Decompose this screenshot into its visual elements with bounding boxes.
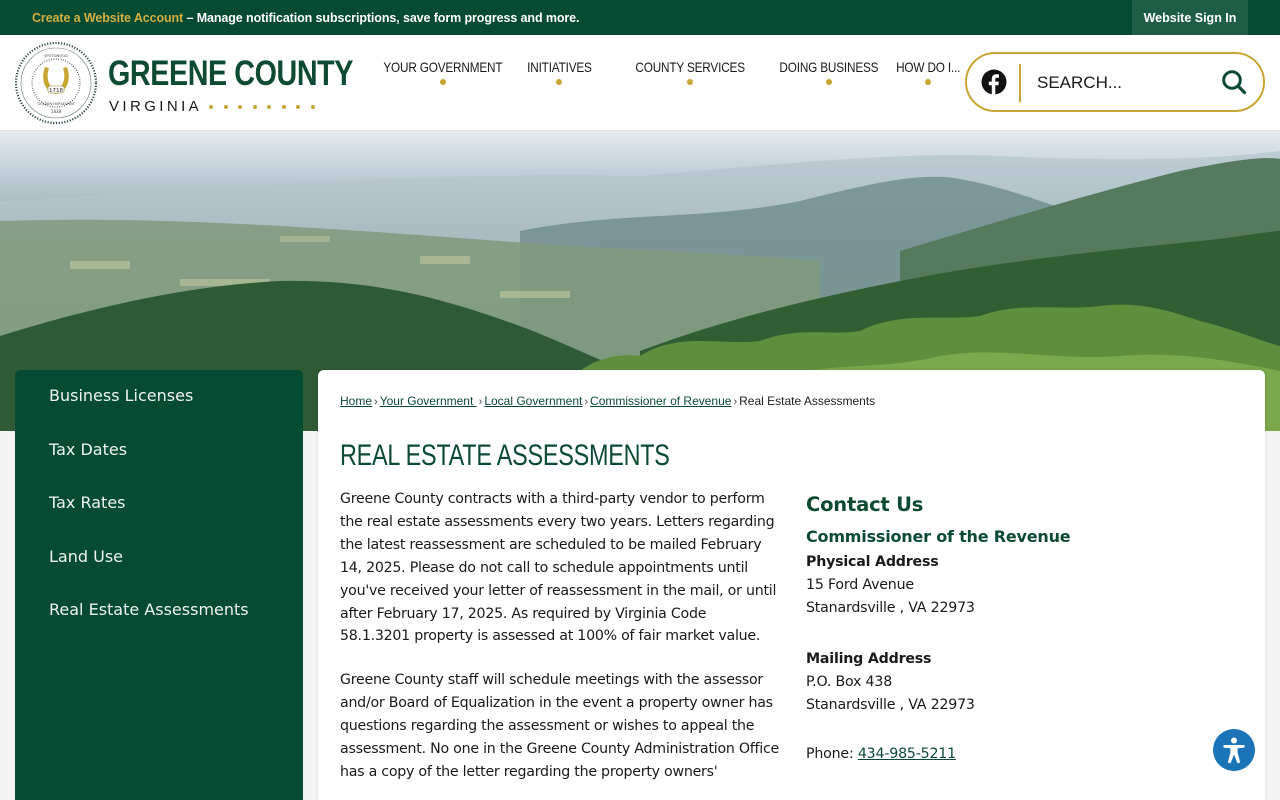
top-utility-bar	[0, 0, 1280, 35]
website-sign-in-button[interactable]: Website Sign In	[1132, 0, 1248, 35]
breadcrumb-commissioner-of-revenue[interactable]: Commissioner of Revenue	[590, 394, 732, 408]
home-logo-link[interactable]	[14, 41, 354, 125]
mailing-address-line1: P.O. Box 438	[806, 674, 893, 690]
nav-label: COUNTY SERVICES	[635, 59, 745, 75]
nav-how-do-i[interactable]	[890, 59, 966, 85]
physical-address-label: Physical Address	[806, 554, 939, 570]
sidebar-item-business-licenses[interactable]: Business Licenses	[49, 386, 194, 405]
nav-dot-indicator	[687, 79, 693, 85]
sidebar-item-real-estate-assessments[interactable]: Real Estate Assessments	[49, 600, 249, 619]
page-body	[340, 488, 780, 800]
breadcrumb-your-government[interactable]: Your Government	[379, 394, 477, 408]
breadcrumb-current: Real Estate Assessments	[739, 394, 876, 408]
physical-address-line1: 15 Ford Avenue	[806, 577, 914, 593]
county-seal-icon	[14, 41, 98, 125]
search-bar	[965, 52, 1265, 112]
logo-title: GREENE COUNTY	[108, 54, 354, 93]
nav-dot-indicator	[556, 79, 562, 85]
contact-us-panel	[806, 490, 1206, 766]
create-account-link[interactable]: Create a Website Account	[32, 10, 184, 25]
breadcrumb-separator: ›	[584, 396, 589, 408]
contact-heading: Contact Us	[806, 493, 924, 516]
physical-address-line2: Stanardsville , VA 22973	[806, 600, 975, 616]
search-divider	[1019, 64, 1021, 102]
sidebar-item-land-use[interactable]: Land Use	[49, 546, 123, 566]
site-header	[0, 35, 1280, 131]
nav-initiatives[interactable]	[521, 59, 598, 85]
nav-dot-indicator	[925, 79, 931, 85]
contact-phone	[806, 743, 1206, 766]
nav-dot-indicator	[440, 79, 446, 85]
logo-subtitle: VIRGINIA	[109, 98, 203, 115]
breadcrumb-local-government[interactable]: Local Government	[484, 394, 583, 408]
mailing-address-label: Mailing Address	[806, 651, 932, 667]
breadcrumb-separator: ›	[733, 396, 738, 408]
svg-text:1718: 1718	[49, 88, 63, 94]
sidebar-item-tax-rates[interactable]: Tax Rates	[49, 493, 126, 512]
body-paragraph: Greene County contracts with a third-party vendor to perform the real estate assessments every two years. Letters regarding the latest reassessment are scheduled to be mailed February 14, 2025. Please do not call to schedule appointments until you've received your letter of reassessment in the mail, or until after February 17, 2025. As required by Virginia Code 58.1.3201 property is assessed at 100% of fair market value.	[340, 491, 777, 645]
nav-dot-indicator	[826, 79, 832, 85]
nav-label: HOW DO I...	[896, 59, 961, 75]
nav-label: YOUR GOVERNMENT	[383, 59, 503, 75]
breadcrumb-separator: ›	[374, 396, 378, 408]
search-input[interactable]	[1037, 64, 1207, 102]
nav-label: DOING BUSINESS	[779, 59, 879, 75]
nav-county-services[interactable]	[625, 59, 755, 85]
search-icon[interactable]	[1221, 69, 1247, 95]
nav-your-government[interactable]	[372, 59, 514, 85]
svg-text:GOLDEN HORSESHOE: GOLDEN HORSESHOE	[37, 102, 75, 106]
logo-dots-decoration	[209, 105, 315, 109]
mailing-address-line2: Stanardsville , VA 22973	[806, 697, 975, 713]
nav-doing-business[interactable]	[770, 59, 888, 85]
account-notice	[32, 11, 579, 25]
breadcrumb-separator: ›	[478, 396, 483, 408]
section-sidebar	[15, 370, 303, 800]
breadcrumb-home[interactable]: Home	[340, 394, 373, 408]
phone-label: Phone:	[806, 746, 858, 762]
body-paragraph: Greene County staff will schedule meetings with the assessor and/or Board of Equalization in the event a property owner has questions regarding the assessment or wishes to appeal the assessment. No one in the Greene County Administration Office has a copy of the letter regarding the property owners'	[340, 672, 780, 780]
account-notice-text: – Manage notification subscriptions, save form progress and more.	[183, 10, 580, 25]
svg-text:SPOTSWOOD: SPOTSWOOD	[44, 54, 68, 58]
contact-department: Commissioner of the Revenue	[806, 527, 1071, 546]
breadcrumb	[340, 394, 875, 408]
sidebar-item-tax-dates[interactable]: Tax Dates	[49, 439, 128, 459]
phone-number-link[interactable]: 434-985-5211	[857, 746, 956, 762]
page-title: REAL ESTATE ASSESSMENTS	[340, 439, 670, 472]
accessibility-button[interactable]	[1213, 729, 1255, 771]
facebook-icon[interactable]	[981, 69, 1007, 95]
accessibility-icon	[1219, 735, 1249, 765]
nav-label: INITIATIVES	[527, 59, 592, 75]
svg-text:1838: 1838	[50, 109, 62, 114]
content-card	[318, 370, 1265, 800]
